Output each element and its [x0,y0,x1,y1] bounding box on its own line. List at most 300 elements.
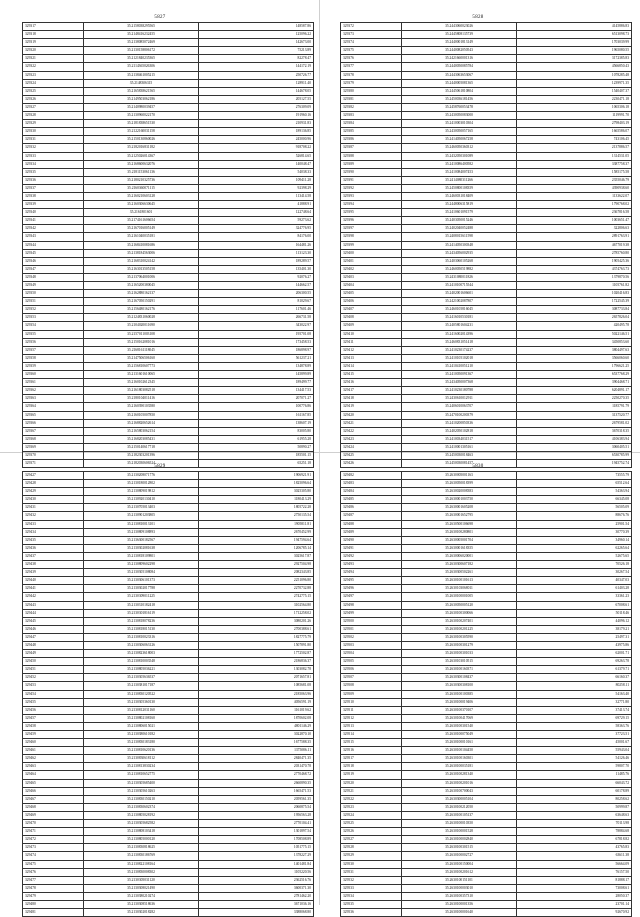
value-cell: 1790768.02 [517,201,632,209]
table-row [23,666,314,674]
coordinate-cell: 35.2130306063126 [84,641,199,649]
coordinate-cell: 35.2414050300348 [402,241,517,249]
coordinate-cell: 35.2440082050543 [402,47,517,55]
table-row [23,609,314,617]
coordinate-cell: 35.2148416232455 [84,31,199,39]
coordinate-cell: 35.2161801601 [84,209,199,217]
coordinate-cell: 35.2147506506160 [84,354,199,362]
value-cell: 140048.47 [199,160,314,168]
row-id-cell: 329364 [23,403,84,411]
value-cell: 2660890.35 [199,779,314,787]
table-row [341,731,632,739]
table-row [23,650,314,658]
coordinate-cell: 35.2125026014367 [84,152,199,160]
value-cell: 148587.86 [199,23,314,31]
row-id-cell: 329478 [23,884,84,892]
row-id-cell: 329353 [23,314,84,322]
coordinate-cell: 35.2130830120522 [84,690,199,698]
value-cell: 743106.45 [517,136,632,144]
row-id-cell: 329355 [23,330,84,338]
value-cell: 1401481.84 [199,860,314,868]
value-cell: 2840471.35 [199,755,314,763]
row-id-cell: 329456 [23,706,84,714]
row-id-cell: 329318 [23,31,84,39]
row-id-cell: 329444 [23,609,84,617]
table-row [341,552,632,560]
row-id-cell: 329420 [341,411,402,419]
value-cell: 73008.61 [517,884,632,892]
row-id-cell: 329340 [23,209,84,217]
coordinate-cell: 35.2168203085431 [84,435,199,443]
coordinate-cell: 35.2130302081638 [84,544,199,552]
table-row [23,31,314,39]
row-id-cell: 329435 [23,536,84,544]
value-cell: 84176.00 [199,233,314,241]
table-row [23,273,314,281]
coordinate-cell: 35.2130810620136 [84,747,199,755]
coordinate-cell: 35.2130308518636 [84,900,199,908]
table-row [23,739,314,747]
row-id-cell: 329323 [23,71,84,79]
coordinate-cell: 35.2410100715544 [402,282,517,290]
coordinate-cell: 35.2130808103418 [84,828,199,836]
value-cell: 1105220.56 [199,868,314,876]
value-cell: 4145886.83 [517,23,632,31]
table-row [23,488,314,496]
table-row [23,884,314,892]
table-row [341,892,632,900]
row-id-cell: 329436 [23,544,84,552]
value-cell: 3670318.35 [517,427,632,435]
row-id-cell: 329384 [341,120,402,128]
row-id-cell: 329516 [341,747,402,755]
value-cell: 78884.68 [517,828,632,836]
coordinate-cell: 35.2130305636537 [84,674,199,682]
coordinate-cell: 35.2130818015130 [84,625,199,633]
table-row [341,411,632,419]
value-cell: 3600371.30 [199,884,314,892]
row-id-cell: 329336 [23,176,84,184]
table-row [341,192,632,200]
row-id-cell: 329379 [341,79,402,87]
row-id-cell: 329437 [23,552,84,560]
table-row [341,379,632,387]
value-cell: 66043.72 [517,779,632,787]
table-row [341,876,632,884]
table-row [341,128,632,136]
table-row [341,403,632,411]
table-row [23,504,314,512]
row-id-cell: 329489 [341,528,402,536]
table-row [341,330,632,338]
table-row [23,561,314,569]
table-row [341,625,632,633]
value-cell: 2185063.96 [199,690,314,698]
row-id-cell: 329459 [23,731,84,739]
table-row [23,87,314,95]
table-row [341,298,632,306]
value-cell: 4056591.19 [199,698,314,706]
value-cell: 6537768.29 [517,371,632,379]
value-cell: 2770104.41 [199,820,314,828]
row-id-cell: 329369 [23,443,84,451]
table-row [23,755,314,763]
row-id-cell: 329377 [341,63,402,71]
coordinate-cell: 35.2434056002935 [402,249,517,257]
value-cell: 75213.89 [199,47,314,55]
value-cell: 1947594.64 [199,536,314,544]
row-id-cell: 329413 [341,354,402,362]
table-row [341,290,632,298]
value-cell: 322806.63 [517,225,632,233]
value-cell: 195701.08 [199,330,314,338]
row-id-cell: 329337 [23,184,84,192]
row-id-cell: 329391 [341,176,402,184]
table-row [23,427,314,435]
row-id-cell: 329330 [23,128,84,136]
value-cell: 3172385.83 [517,55,632,63]
row-id-cell: 329477 [23,876,84,884]
table-row [23,451,314,459]
table-row [341,504,632,512]
row-id-cell: 329500 [341,617,402,625]
row-id-cell: 329393 [341,192,402,200]
coordinate-cell: 35.2122160031158 [84,128,199,136]
value-cell: 1796621.25 [517,362,632,370]
value-cell: 55943.04 [517,747,632,755]
value-cell: 62265.64 [517,544,632,552]
row-id-cell: 329322 [23,63,84,71]
coordinate-cell: 35.2130960022170 [84,112,199,120]
table-row [23,209,314,217]
coordinate-cell: 35.2630103010515 [402,658,517,666]
row-id-cell: 329471 [23,828,84,836]
row-id-cell: 329378 [341,71,402,79]
row-id-cell: 329480 [23,900,84,908]
coordinate-cell: 35.2130705013403 [84,504,199,512]
value-cell: 50118.46 [517,609,632,617]
value-cell: 54363.94 [517,488,632,496]
value-cell: 2781462.20 [199,892,314,900]
value-cell: 3025305.80 [199,488,314,496]
row-id-cell: 329498 [341,601,402,609]
coordinate-cell: 35.2630100212050 [402,803,517,811]
value-cell: 138607.19 [199,419,314,427]
table-row [341,112,632,120]
table-row [23,472,314,480]
value-cell: 4390938.60 [517,184,632,192]
coordinate-cell: 35.2410105102018 [402,354,517,362]
row-id-cell: 329433 [23,520,84,528]
row-id-cell: 329320 [23,47,84,55]
value-cell: 30267.54 [517,569,632,577]
coordinate-cell: 35.2138085072469 [84,39,199,47]
value-cell: 343022.97 [199,322,314,330]
coordinate-cell: 35.2630100700043 [402,787,517,795]
row-id-cell: 329499 [341,609,402,617]
coordinate-cell: 35.2182030606524 [84,460,199,468]
table-row [341,273,632,281]
table-row [341,217,632,225]
value-cell: 1375086.11 [199,747,314,755]
row-id-cell: 329534 [341,892,402,900]
coordinate-cell: 35.2130809019812 [84,488,199,496]
value-cell: 80258.11 [517,682,632,690]
table-row [341,658,632,666]
coordinate-cell: 35.2450036181456 [402,95,517,103]
coordinate-cell: 35.2470100200379 [402,411,517,419]
coordinate-cell: 35.2410084007453 [402,168,517,176]
coordinate-cell: 35.2148306315 [84,79,199,87]
value-cell: 2785760.80 [517,249,632,257]
coordinate-cell: 35.2402001606601 [402,290,517,298]
value-cell: 245000.96 [199,136,314,144]
table-row [23,354,314,362]
row-id-cell: 329328 [23,112,84,120]
row-id-cell: 329458 [23,722,84,730]
table-row [23,536,314,544]
coordinate-cell: 35.2630100002727 [402,852,517,860]
value-cell: 1185791.79 [517,403,632,411]
coordinate-cell: 35.2150130860026 [84,136,199,144]
table-row [23,282,314,290]
table-row [23,112,314,120]
row-id-cell: 329521 [341,787,402,795]
table-row [23,909,314,917]
row-id-cell: 329439 [23,569,84,577]
coordinate-cell: 35.2630300005104 [402,795,517,803]
value-cell: 3566060.60 [517,354,632,362]
row-id-cell: 329510 [341,698,402,706]
coordinate-cell: 35.2156810607773 [84,362,199,370]
row-id-cell: 329371 [23,460,84,468]
row-id-cell: 329404 [341,282,402,290]
table-row [23,747,314,755]
table-row [23,387,314,395]
table-row [23,658,314,666]
table-row [341,395,632,403]
coordinate-cell: 35.2160306630645 [84,201,199,209]
value-cell: 67818.82 [517,836,632,844]
row-id-cell: 329373 [341,31,402,39]
table-row [23,346,314,354]
row-id-cell: 329428 [23,480,84,488]
row-id-cell: 329461 [23,747,84,755]
row-id-cell: 329431 [23,504,84,512]
table-row [23,176,314,184]
row-id-cell: 329476 [23,868,84,876]
coordinate-cell: 35.2630100300066 [402,609,517,617]
coordinate-cell: 35.2408015611598 [402,233,517,241]
coordinate-cell: 35.2630100301515 [402,844,517,852]
coordinate-cell: 35.2430610012911 [402,395,517,403]
coordinate-cell: 35.2630001652795 [402,512,517,520]
coordinate-cell: 35.2416010530181 [402,314,517,322]
row-id-cell: 329514 [341,731,402,739]
value-cell: 37413.74 [517,706,632,714]
row-id-cell: 329515 [341,739,402,747]
table-row [23,55,314,63]
row-id-cell: 329362 [23,387,84,395]
value-cell: 266731.58 [199,314,314,322]
row-id-cell: 329532 [341,876,402,884]
row-id-cell: 329460 [23,739,84,747]
coordinate-cell: 35.2630100201225 [402,625,517,633]
table-row [23,722,314,730]
table-row [23,23,314,31]
coordinate-cell: 35.2410200850336 [402,419,517,427]
value-cell: 92076.27 [199,273,314,281]
value-cell: 40347.03 [517,577,632,585]
coordinate-cell: 35.2130310182418 [84,601,199,609]
table-row [23,435,314,443]
coordinate-cell: 35.2130301816119 [84,609,199,617]
coordinate-cell: 35.2410050091367 [402,371,517,379]
coordinate-cell: 35.2410086400582 [402,160,517,168]
row-id-cell: 329519 [341,771,402,779]
value-cell: 1677588.35 [199,739,314,747]
value-cell: 2137886.57 [517,144,632,152]
row-id-cell: 329473 [23,844,84,852]
row-id-cell: 329434 [23,528,84,536]
row-id-cell: 329363 [23,395,84,403]
coordinate-cell: 35.2630100101613 [402,577,517,585]
row-id-cell: 329381 [341,95,402,103]
row-id-cell: 329531 [341,868,402,876]
value-cell: 2059561.35 [199,795,314,803]
table-row [341,544,632,552]
row-id-cell: 329422 [341,427,402,435]
row-id-cell: 329380 [341,87,402,95]
value-cell: 1945752.74 [517,460,632,468]
value-cell: 206300.55 [199,290,314,298]
coordinate-cell: 35.2402040052488 [402,225,517,233]
table-row [341,860,632,868]
value-cell: 1905425.36 [517,257,632,265]
value-cell: 1119991.70 [517,112,632,120]
row-id-cell: 329327 [23,103,84,111]
row-id-cell: 329454 [23,690,84,698]
coordinate-cell: 35.2130810652775 [84,771,199,779]
coordinate-cell: 35.2130802108160 [84,714,199,722]
table-row [23,860,314,868]
value-cell: 1827775.79 [199,633,314,641]
value-cell: 1379870.56 [517,273,632,281]
value-cell: 67008.61 [517,601,632,609]
row-id-cell: 329465 [23,779,84,787]
row-id-cell: 329326 [23,95,84,103]
value-cell: 1870602.08 [199,714,314,722]
row-id-cell: 329350 [23,290,84,298]
value-cell: 3060405.51 [517,443,632,451]
row-id-cell: 329354 [23,322,84,330]
table-row [341,95,632,103]
value-cell: 125096.22 [199,31,314,39]
table-row [23,852,314,860]
value-cell: 324776.95 [199,225,314,233]
value-cell: 1180413.29 [199,496,314,504]
coordinate-cell: 35.2460031018409 [402,192,517,200]
table-row [341,346,632,354]
value-cell: 276309.09 [199,103,314,111]
coordinate-cell: 35.2630103068011 [402,585,517,593]
row-id-cell: 329426 [341,460,402,468]
table-row [341,609,632,617]
table-row [341,787,632,795]
table-row [23,265,314,273]
coordinate-cell: 35.2630100417069 [402,714,517,722]
coordinate-cell: 35.2130806015021 [84,722,199,730]
coordinate-cell: 35.2434050007368 [402,379,517,387]
table-row [341,641,632,649]
coordinate-cell: 35.2130810013101 [84,520,199,528]
row-id-cell: 329535 [341,900,402,908]
row-id-cell: 329450 [23,658,84,666]
row-id-cell: 329361 [23,379,84,387]
coordinate-cell: 35.2130305108084 [84,569,199,577]
row-id-cell: 329440 [23,577,84,585]
coordinate-cell: 35.2410410051210 [402,362,517,370]
table-row [341,225,632,233]
coordinate-cell: 35.2410230174237 [402,346,517,354]
table-row [23,690,314,698]
value-cell: 76157.50 [517,868,632,876]
value-cell: 45001.67 [517,739,632,747]
value-cell: 38179.21 [517,625,632,633]
coordinate-cell: 35.2630100160301 [402,755,517,763]
row-id-cell: 329463 [23,763,84,771]
table-row [341,561,632,569]
table-row [23,593,314,601]
coordinate-cell: 35.2165838621565 [84,87,199,95]
row-id-cell: 329449 [23,650,84,658]
coordinate-cell: 35.2630100035181 [402,763,517,771]
table-row [341,593,632,601]
table-row [23,544,314,552]
table-row [23,241,314,249]
value-cell: 69729.15 [517,714,632,722]
value-cell: 81029.67 [199,298,314,306]
row-id-cell: 329403 [341,273,402,281]
table-row [23,512,314,520]
row-id-cell: 329517 [341,755,402,763]
coordinate-cell: 35.2130381017187 [84,682,199,690]
coordinate-cell: 35.2630006020001 [402,552,517,560]
coordinate-cell: 35.2130810003548 [84,658,199,666]
table-row [341,168,632,176]
value-cell: 1703039.99 [517,39,632,47]
table-row [341,39,632,47]
table-row [23,403,314,411]
value-cell: 1665586.07 [517,128,632,136]
table-row [341,314,632,322]
table-row [23,803,314,811]
row-id-cell: 329329 [23,120,84,128]
table-row [341,690,632,698]
table-row [23,63,314,71]
row-id-cell: 329421 [341,419,402,427]
row-id-cell: 329321 [23,55,84,63]
row-id-cell: 329462 [23,755,84,763]
coordinate-cell: 35.2460050519882 [402,265,517,273]
row-id-cell: 329481 [23,909,84,917]
table-row [23,552,314,560]
table-row [341,257,632,265]
table-row [23,674,314,682]
coordinate-cell: 35.2168600632076 [84,160,199,168]
table-row [341,249,632,257]
row-id-cell: 329410 [341,330,402,338]
